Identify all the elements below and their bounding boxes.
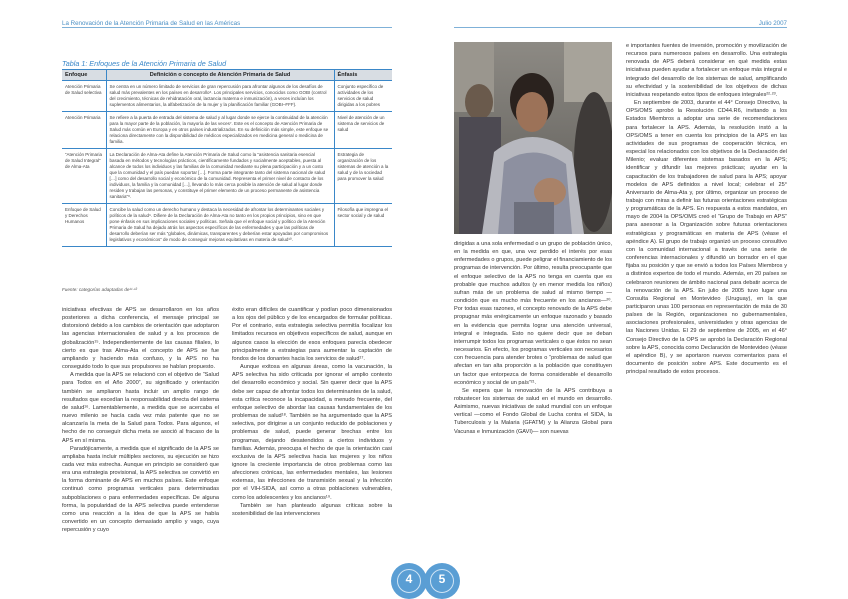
table-cell-definicion: Concibe la salud como un derecho humano y destaca la necesidad de afrontar los determinantes sociales y políticos de la salud⁹. Difiere de la Declaración de Alma-Ata no tanto en los propios principios, sino en que pone énfasis en sus implicaciones sociales y políticas. Señala que el enfoque social y político de la Atención Primaria de Salud ha dejado atrás los aspectos específicos de las enfermedades y que las políticas de desarrollo deberían ser más “globales, dinámicas, transparentes y deberían estar apoyadas por compromisos legislativos y económicos” de modo de conseguir mejoras equitativas en materia de salud¹⁰.: [106, 204, 334, 247]
table-row: [62, 112, 392, 149]
table-cell-definicion: Se refiere a la puerta de entrada del sistema de salud y al lugar donde se ejerce la continuidad de la atención para la mayor parte de la población, la mayoría de las veces⁷. Este es el concepto de Atención Primaria de Salud más común en Europa y en otros países industrializados. En su definición más simple, este enfoque se relaciona directamente con la disponibilidad de médicos especializados en medicina general o medicina de familia.: [106, 112, 334, 149]
paragraph: e importantes fuentes de inversión, promoción y movilización de recursos para numerosos países en desarrollo. Una estrategia renovada de APS deberá considerar en qué medida estas iniciativas pueden ayudar a fortalecer un enfoque más integral e integrado del desarrollo de los sistemas de salud, amplificando su efectividad y la sostenibilidad de los objetivos de dichas iniciativas respetando estos tipos de enfoques integrales²²·²³.: [626, 43, 787, 98]
table-cell-enfoque: “Atención Primaria de Salud Integral” de Alma-Ata: [62, 149, 106, 204]
header-rule-right: [454, 27, 787, 28]
table-row: [62, 81, 392, 112]
table-cell-enfoque: Atención Primaria: [62, 112, 106, 149]
table-title: Tabla 1: Enfoques de la Atención Primaria de Salud: [62, 59, 227, 68]
body-column-2: [232, 306, 392, 518]
paragraph: A medida que la APS se relacionó con el objetivo de “Salud para Todos en el Año 2000”, su significado y orientación también se ampliaron hasta incluir un amplio rango de resultados que excedían la responsabilidad directa del sistema de salud¹⁶. Lamentablemente, a medida que se acercaba el nuevo milenio se hacía cada vez más patente que no se alcanzaría la meta de la Salud para Todos. Para algunos, el hecho de no conseguir dicha meta se asoció al fracaso de la APS en sí misma.: [62, 372, 219, 444]
page-number: 5: [438, 572, 446, 586]
body-column-4: [626, 42, 787, 376]
table-source-note: Fuente: categorías adaptadas de¹¹·¹²: [62, 287, 138, 292]
photo-woman-with-child: [454, 42, 612, 234]
header-rule-left: [62, 27, 392, 28]
running-header-right: Julio 2007: [758, 20, 787, 27]
running-header-left: La Renovación de la Atención Primaria de Salud en las Américas: [62, 20, 241, 27]
table-header-cell: Definición o concepto de Atención Primaria de Salud: [106, 70, 334, 81]
table-cell-definicion: La Declaración de Alma-Ata define la Atención Primaria de Salud como la “asistencia sanitaria esencial basada en métodos y tecnologías prácticos, científicamente fundados y socialmente aceptables, puesta al alcance de todos los individuos y las familias de la comunidad mediante su plena participación y a un costo que la comunidad y el país puedan soportar […]. Forma parte integrante tanto del sistema nacional de salud […] como del desarrollo social y económico de la comunidad. Representa el primer nivel de contacto de los individuos, la familia y la comunidad […], llevando lo más cerca posible la atención de salud al lugar donde residen y trabajan las personas, y constituye el primer elemento de un proceso permanente de asistencia sanitaria”⁸.: [106, 149, 334, 204]
table-cell-enfoque: Atención Primaria de Salud selectiva: [62, 81, 106, 112]
table-cell-enfasis: Conjunto específico de actividades de los servicios de salud dirigidas a los pobres: [334, 81, 392, 112]
table-cell-enfasis: Estrategia de organización de los sistemas de atención a la salud y de la sociedad para promover la salud: [334, 149, 392, 204]
table-header-cell: Énfasis: [334, 70, 392, 81]
paragraph: También se han planteado algunas críticas sobre la sostenibilidad de las intervenciones: [232, 502, 392, 517]
table-header-row: [62, 70, 392, 81]
paragraph: dirigidas a una sola enfermedad o un grupo de población único, en la medida en que, una vez perdido el interés por esas enfermedades o grupos, puede peligrar el financiamiento de los programas de intervención. Por último, resulta preocupante que el enfoque selectivo de la APS no tenga en cuenta que es probable que muchos adultos (y en menor medida los niños) sufran más de un problema de salud al mismo tiempo —condición que es mucho más frecuente en los ancianos—²⁰. Por todas esas razones, el concepto renovado de la APS debe propugnar más enérgicamente un enfoque razonado y basado en la evidencia que permita lograr una atención universal, integral e integrada. Esto no quiere decir que se deban interrumpir todos los programas verticales o que éstos no sean necesarios. En efecto, los programas verticales son necesarios con frecuencia para atender brotes o “problemas de salud que afectan en tan alta proporción a la población que constituyen un factor que entorpezca de forma considerable el desarrollo económico y social de un país”²¹.: [454, 241, 612, 386]
paragraph: Paradójicamente, a medida que el significado de la APS se ampliaba hasta incluir múltiples sectores, su ejecución se hizo cada vez más estrecha. Aunque en principio se consideró que era una estrategia provisional, la APS selectiva se convirtió en la forma dominante de APS en muchos países. Este enfoque continuó como programas verticales para determinadas subpoblaciones o para enfermedades específicas. De alguna forma, la popularidad de la APS selectiva puede entenderse como una reacción a la idea de que la APS se había convertido en un concepto demasiado amplio y vago, cuya repercusión y cuyo: [62, 445, 219, 534]
table-cell-enfasis: Filosofía que impregna el sector social y de salud: [334, 204, 392, 247]
paragraph: En septiembre de 2003, durante el 44° Consejo Directivo, la OPS/OMS aprobó la Resolución CD44.R6, invitando a los Estados Miembros a adoptar una serie de recomendaciones para fortalecer la APS. Además, la resolución instó a la OPS/OMS a tener en cuenta los principios de la APS en las actividades de sus programas de cooperación técnica, en especial los relacionados con los objetivos de la Declaración del Milenio; evaluar diferentes sistemas basados en la APS; identificar y difundir las mejores prácticas; ayudar en la capacitación de los trabajadores de salud para la APS; apoyar modelos de APS definidos a nivel local; celebrar el 25° Aniversario de Alma-Ata y, por último, organizar un proceso de trabajo con miras a definir las futuras orientaciones estratégicas y programáticas de la APS. En respuesta a estos mandatos, en mayo de 2004 la OPS/OMS creó el “Grupo de Trabajo en APS” para asesorar a la Organización sobre futuras orientaciones estratégicas y programáticas en materia de APS (véase el apéndice A). El grupo de trabajo organizó un proceso consultivo con la comunidad internacional a través de una serie de conferencias internacionales y difundió un borrador en el que fijaba su posición y que se envió a todos los Países Miembros y a distintos expertos de todo el mundo. Además, en 20 países se celebraron reuniones de ámbito nacional para debatir acerca de la renovación de la APS. En julio de 2005 tuvo lugar una Consulta Regional en Montevideo (Uruguay), en la que participaron unas 100 personas en representación de más de 30 países de la Región, organizaciones no gubernamentales, asociaciones profesionales, universidades y otras agencias de las Naciones Unidas. El 29 de septiembre de 2005, en el 46° Consejo Directivo de la OPS se aprobó la Declaración Regional sobre la APS, conocida como Declaración de Montevideo (véase el apéndice B), y se aportaron nuevos comentarios para el documento de posición sobre APS. Este documento es el principal resultado de estos procesos.: [626, 100, 787, 376]
page-number-badge-right: [424, 563, 460, 599]
paragraph: Aunque exitosa en algunas áreas, como la vacunación, la APS selectiva ha sido criticada por ignorar el amplio contexto del desarrollo económico y social. Sin querer decir que la APS debe ser capaz de afrontar todos los determinantes de la salud, esta crítica reconoce la incapacidad, a menudo frecuente, del enfoque selectivo de abordar las causas fundamentales de los problemas de salud¹⁸. También se ha argumentado que la APS selectiva, por dirigirse a un conjunto reducido de poblaciones y problemas de salud, puede generar brechas entre los programas, dejando desatendidos a ciertos individuos y familias. Además, preocupa el hecho de que la orientación casi exclusiva de la APS selectiva hacia las mujeres y los niños ignore la creciente importancia de otros problemas como las afecciones crónicas, las enfermedades mentales, las lesiones externas, las infecciones de transmisión sexual y la infección por el VIH-SIDA, así como a otras poblaciones vulnerables, como los adolescentes y los ancianos¹⁹.: [232, 364, 392, 501]
page-number-badge-left: [391, 563, 427, 599]
body-column-3: [454, 240, 612, 436]
table-row: [62, 204, 392, 247]
paragraph: iniciativas efectivas de APS se desarrollaron en los años posteriores a dicha conferencia, el mensaje principal se distorsionó debido a los cambios de orientación que adoptaron las agencias internacionales de salud y a los procesos de globalización¹⁵. Independientemente de las causas filiales, lo cierto es que tras Alma-Ata el concepto de APS se fue ampliando y haciendo más confuso, y la APS no ha conseguido todo lo que sus propulsores se habían propuesto.: [62, 307, 219, 371]
table-cell-enfoque: Enfoque de Salud y Derechos Humanos: [62, 204, 106, 247]
table-cell-definicion: Se centra en un número limitado de servicios de gran repercusión para afrontar algunos de los desafíos de salud más prevalentes en los países en desarrollo⁶. Los principales servicios, conocidos como GOBI (control del crecimiento, técnicas de rehidratación oral, lactancia materna e inmunización), a veces incluían los suplementos alimentarios, la alfabetización de la mujer y la planificación familiar (GOBI–FFF).: [106, 81, 334, 112]
paragraph: éxito eran difíciles de cuantificar y podían poco dimensionados a los ojos del público y de los encargados de formular políticas. Por el contrario, esta estrategia selectiva permitía focalizar los limitados recursos en objetivos específicos de salud, aunque en algunos casos la elección de esos enfoques parecía obedecer principalmente a estrategias para aumentar la captación de fondos de los donantes hacia los servicios de salud¹⁷.: [232, 307, 392, 362]
paragraph: Se espera que la renovación de la APS contribuya a robustecer los sistemas de salud en el mundo en desarrollo. Asimismo, nuevas iniciativas de salud mundial con un enfoque vertical —como el Fondo Global de Lucha contra el SIDA, la Tuberculosis y la Malaria (GFATM) y la Alianza Global para Vacunas e Inmunización (GAVI)— son nuevas: [454, 387, 612, 435]
table-header-cell: Enfoque: [62, 70, 106, 81]
table-row: [62, 149, 392, 204]
body-column-1: [62, 306, 219, 534]
approaches-table: [62, 69, 392, 247]
page-number: 4: [405, 572, 413, 586]
table-cell-enfasis: Nivel de atención de un sistema de servicios de salud: [334, 112, 392, 149]
